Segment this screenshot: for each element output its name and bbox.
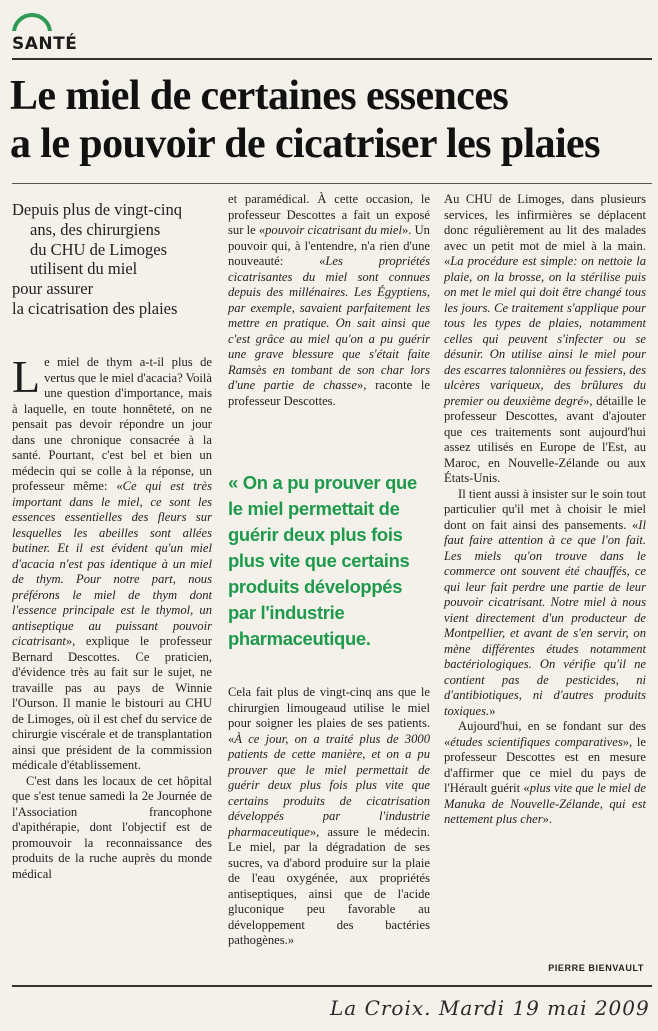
deck-line: ans, des chirurgiens [30, 219, 161, 239]
text-run: Cela fait plus de vingt-cinq ans que le chirurgien limougeaud utilise le miel pour soigner les plaies de ses patients. « [228, 685, 430, 746]
deck-line: du CHU de Limoges [30, 239, 168, 259]
text-run: », assure le médecin. Le miel, par la dégradation de ses sucres, va d'abord produire sur la plaie de l'eau oxygénée, aux propriétés antiseptiques, ainsi que de l'acide gluconique peu favorable au développement des bactéries pathogènes.» [228, 824, 430, 947]
text-run: », explique le professeur Bernard Descottes. Ce praticien, d'évidence très au fait sur le sujet, ne travaille pas au pays de Winnie l'Ourson. Il manie le bistouri au CHU de Limoges, où il est chef du service de chirurgie viscérale et de transplantation ainsi que président de la commission médicale d'établissement. [12, 634, 212, 772]
pull-quote-line: pharmaceutique. [228, 628, 371, 649]
byline: PIERRE BIENVAULT [548, 963, 644, 973]
article-column-2-bottom [228, 685, 430, 949]
deck-line: la cicatrisation des plaies [12, 298, 178, 318]
deck-intro [12, 200, 222, 319]
handwritten-source-note: La Croix. Mardi 19 mai 2009 [330, 996, 650, 1020]
paragraph [228, 685, 430, 949]
headline-rule [12, 183, 652, 184]
article-column-2-top [228, 192, 430, 409]
pull-quote-line: produits développés [228, 576, 403, 597]
text-run: », le professeur Descottes est en mesure d'affirmer que ce miel du pays de l'Hérault guérit « [444, 734, 646, 795]
pull-quote-line: « On a pu prouver que [228, 472, 417, 493]
quote-run: À ce jour, on a traité plus de 3000 patients de cette manière, et on a pu prouver que le miel permettait de guérir deux plus fois plus vite que certains produits de cicatrisation développés par l'industrie pharmaceutique [228, 731, 430, 839]
deck-line: utilisent du miel [30, 259, 138, 279]
text-run: e miel de thym a-t-il plus de vertus que le miel d'acacia? Voilà une question d'importance, mais à laquelle, en toute honnêteté, on ne pensait pas devoir répondre un jour dans une chronique consacrée à la santé. Pourtant, c'est bel et bien un médecin qui se colle à la réponse, un professeur même: « [12, 355, 213, 493]
quote-run: Ce qui est très important dans le miel, ce sont les essences essentielles des fleurs sur lesquelles les abeilles sont allées butiner. Et il est évident qu'un miel d'acacia n'est pas identique à un miel de thym. Pour notre part, nous préférons le miel de thym dont l'essence principale est le thymol, un antiseptique au puissant pouvoir cicatrisant [12, 479, 212, 648]
article-column-3 [444, 192, 646, 828]
text-run: Aujourd'hui, en se fondant sur des « [444, 719, 646, 749]
quote-run: Il faut faire attention à ce que l'on fait. Les miels qu'on trouve dans le commerce ont souvent été chauffés, ce qui leur fait perdre une partie de leur pouvoir cicatrisant. Notre miel à nous vient directement d'un producteur de Montpellier, et avant de s'en servir, on mène différentes études notamment bactériologiques. On vérifie qu'il ne contient pas de pesticides, ni d'antibiotiques, ni d'autres produits toxiques. [444, 517, 646, 718]
deck-line: Depuis plus de vingt-cinq [12, 200, 183, 219]
pull-quote-line: plus vite que certains [228, 550, 410, 571]
text-run: ». [542, 812, 553, 826]
quote-run: pouvoir cicatrisant du miel [265, 223, 402, 237]
paragraph [444, 487, 646, 720]
paragraph [228, 192, 430, 409]
text-run: », raconte le professeur Descottes. [228, 378, 430, 408]
section-logo-arc [12, 9, 56, 31]
drop-cap: L [12, 351, 41, 402]
bottom-rule [12, 985, 652, 987]
top-rule [12, 58, 652, 60]
pull-quote-line: le miel permettait de [228, 498, 400, 519]
pull-quote-line: par l'industrie [228, 602, 345, 623]
deck-line: pour assurer [12, 279, 94, 299]
paragraph [12, 351, 213, 774]
quote-run: La procédure est simple: on nettoie la plaie, on la brosse, on la stérilise puis on met le miel qui doit être changé tous les jours. Ce traitement s'applique pour tous les types de plaies, notamment celles qui peuvent s'infecter ou se désunir. On utilise ainsi le miel pour des escarres talonnières ou fessiers, des ulcères variqueux, des brûlures du premier ou deuxième degré [444, 254, 646, 408]
pull-quote [228, 470, 428, 652]
quote-run: Les propriétés cicatrisantes du miel sont connues depuis des millénaires. Les Égyptiens, par exemple, savaient parfaitement les mettre en pratique. On sait ainsi que c'est grâce au miel qu'on a pu guérir une grave blessure que s'était faite Ramsès en tombant de son char lors d'une partie de chasse [228, 254, 430, 392]
text-run: ». Un pouvoir qui, à l'entendre, n'a rien d'une nouveauté: « [228, 223, 430, 268]
headline-line-2: a le pouvoir de cicatriser les plaies [10, 121, 600, 167]
headline [10, 72, 650, 168]
text-run: Au CHU de Limoges, dans plusieurs services, les infirmières se déplacent donc régulièrement au lit des malades avec un petit mot de miel à la main. « [444, 192, 646, 268]
text-run: » [489, 703, 496, 718]
paragraph [444, 719, 646, 828]
text-run: et paramédical. À cette occasion, le professeur Descottes a fait un exposé sur le « [228, 192, 430, 237]
text-run: Il tient aussi à insister sur le soin tout particulier qu'il met à choisir le miel dont on fait ainsi des pansements. « [444, 486, 646, 532]
article-column-1 [12, 351, 213, 882]
paragraph: C'est dans les locaux de cet hôpital que s'est tenue samedi la 2e Journée de l'Association francophone d'apithérapie, dont l'objectif est de promouvoir la reconnaissance des produits de la ruche auprès du monde médical [12, 773, 212, 881]
text-run: », détaille le professeur Descottes, avant d'ajouter que ces traitements sont aujourd'hui assez utilisés en Europe de l'Est, au Maroc, en Nouvelle-Zélande ou aux États-Unis. [444, 393, 646, 485]
quote-run: plus vite que le miel de Manuka de Nouvelle-Zélande, qui est nettement plus cher [444, 781, 646, 826]
paragraph [444, 192, 646, 487]
pull-quote-line: guérir deux plus fois [228, 524, 403, 545]
headline-line-1: Le miel de certaines essences [10, 73, 509, 119]
section-label: SANTÉ [12, 34, 78, 54]
quote-run: études scientifiques comparatives [450, 734, 623, 749]
